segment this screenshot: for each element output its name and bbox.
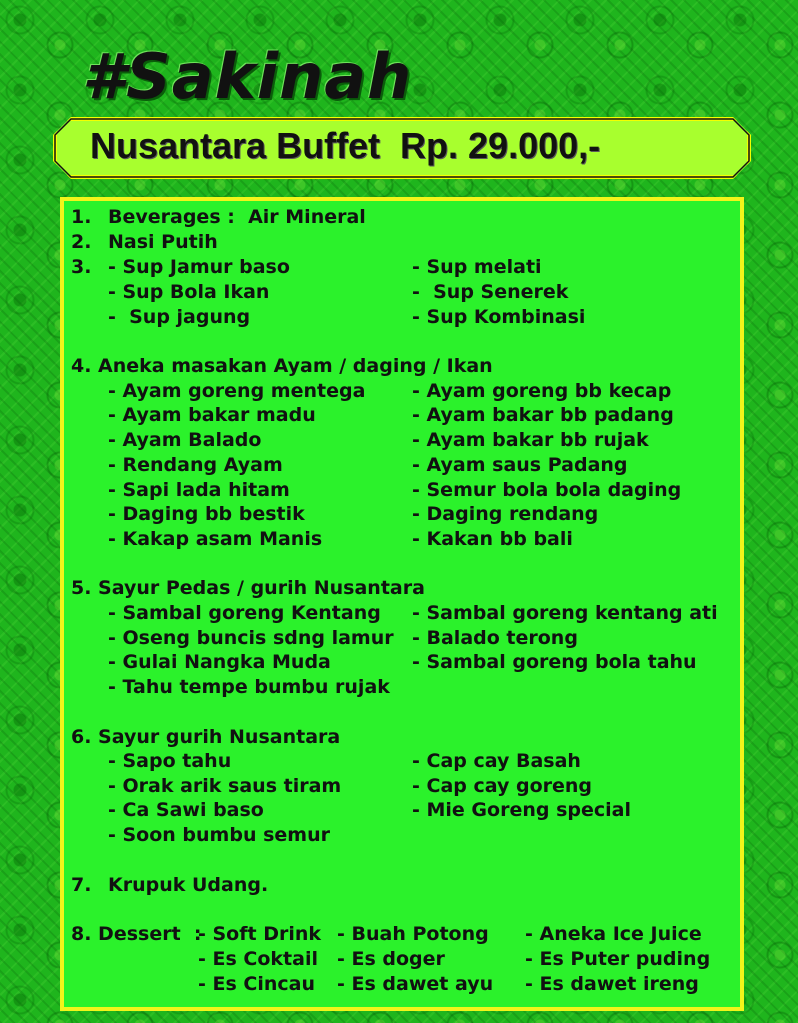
section-1-number: 1.	[71, 206, 92, 228]
list-item: - Sup Jamur baso	[108, 256, 290, 278]
section-5-title: 5. Sayur Pedas / gurih Nusantara	[71, 577, 425, 599]
banner-title: Nusantara Buffet Rp. 29.000,-	[90, 125, 601, 166]
list-item: - Oseng buncis sdng lamur	[108, 627, 394, 649]
list-item: - Sambal goreng Kentang	[108, 602, 381, 624]
list-item: - Es Cincau	[198, 973, 315, 995]
list-item: - Sapi lada hitam	[108, 479, 290, 501]
list-item: - Kakan bb bali	[412, 528, 573, 550]
list-item: - Semur bola bola daging	[412, 479, 682, 501]
list-item: - Gulai Nangka Muda	[108, 651, 331, 673]
section-7-text: Krupuk Udang.	[108, 874, 269, 896]
list-item: - Mie Goreng special	[412, 799, 631, 821]
list-item: - Sapo tahu	[108, 750, 232, 772]
section-2-text: Nasi Putih	[108, 231, 218, 253]
list-item: - Sup jagung	[108, 306, 251, 328]
list-item: - Ayam goreng mentega	[108, 380, 366, 402]
list-item: - Sup Senerek	[412, 281, 569, 303]
brand-title: #Sakinah	[82, 40, 413, 113]
section-7-number: 7.	[71, 874, 92, 896]
list-item: - Cap cay goreng	[412, 775, 593, 797]
list-item: - Es dawet ireng	[525, 973, 699, 995]
list-item: - Buah Potong	[337, 923, 489, 945]
list-item: - Ayam saus Padang	[412, 454, 628, 476]
list-item: - Es Puter puding	[525, 948, 711, 970]
list-item: - Orak arik saus tiram	[108, 775, 342, 797]
list-item: - Tahu tempe bumbu rujak	[108, 676, 390, 698]
list-item: - Daging rendang	[412, 503, 599, 525]
list-item: - Ca Sawi baso	[108, 799, 264, 821]
list-item: - Sup Bola Ikan	[108, 281, 270, 303]
section-3-number: 3.	[71, 256, 92, 278]
list-item: - Aneka Ice Juice	[525, 923, 702, 945]
section-1-text: Beverages : Air Mineral	[108, 206, 366, 228]
list-item: - Rendang Ayam	[108, 454, 283, 476]
list-item: - Balado terong	[412, 627, 578, 649]
section-6-title: 6. Sayur gurih Nusantara	[71, 726, 341, 748]
list-item: - Kakap asam Manis	[108, 528, 323, 550]
list-item: - Sup melati	[412, 256, 542, 278]
list-item: - Sambal goreng kentang ati	[412, 602, 718, 624]
list-item: - Soon bumbu semur	[108, 824, 330, 846]
list-item: - Ayam goreng bb kecap	[412, 380, 672, 402]
list-item: - Daging bb bestik	[108, 503, 305, 525]
list-item: - Ayam Balado	[108, 429, 262, 451]
list-item: - Es doger	[337, 948, 445, 970]
list-item: - Ayam bakar bb rujak	[412, 429, 649, 451]
section-2-number: 2.	[71, 231, 92, 253]
section-8-title: 8. Dessert :	[71, 923, 202, 945]
list-item: - Es dawet ayu	[337, 973, 494, 995]
section-4-title: 4. Aneka masakan Ayam / daging / Ikan	[71, 355, 493, 377]
list-item: - Sambal goreng bola tahu	[412, 651, 697, 673]
list-item: - Ayam bakar bb padang	[412, 404, 674, 426]
list-item: - Soft Drink	[198, 923, 322, 945]
list-item: - Cap cay Basah	[412, 750, 581, 772]
list-item: - Ayam bakar madu	[108, 404, 316, 426]
list-item: - Sup Kombinasi	[412, 306, 586, 328]
list-item: - Es Coktail	[198, 948, 318, 970]
